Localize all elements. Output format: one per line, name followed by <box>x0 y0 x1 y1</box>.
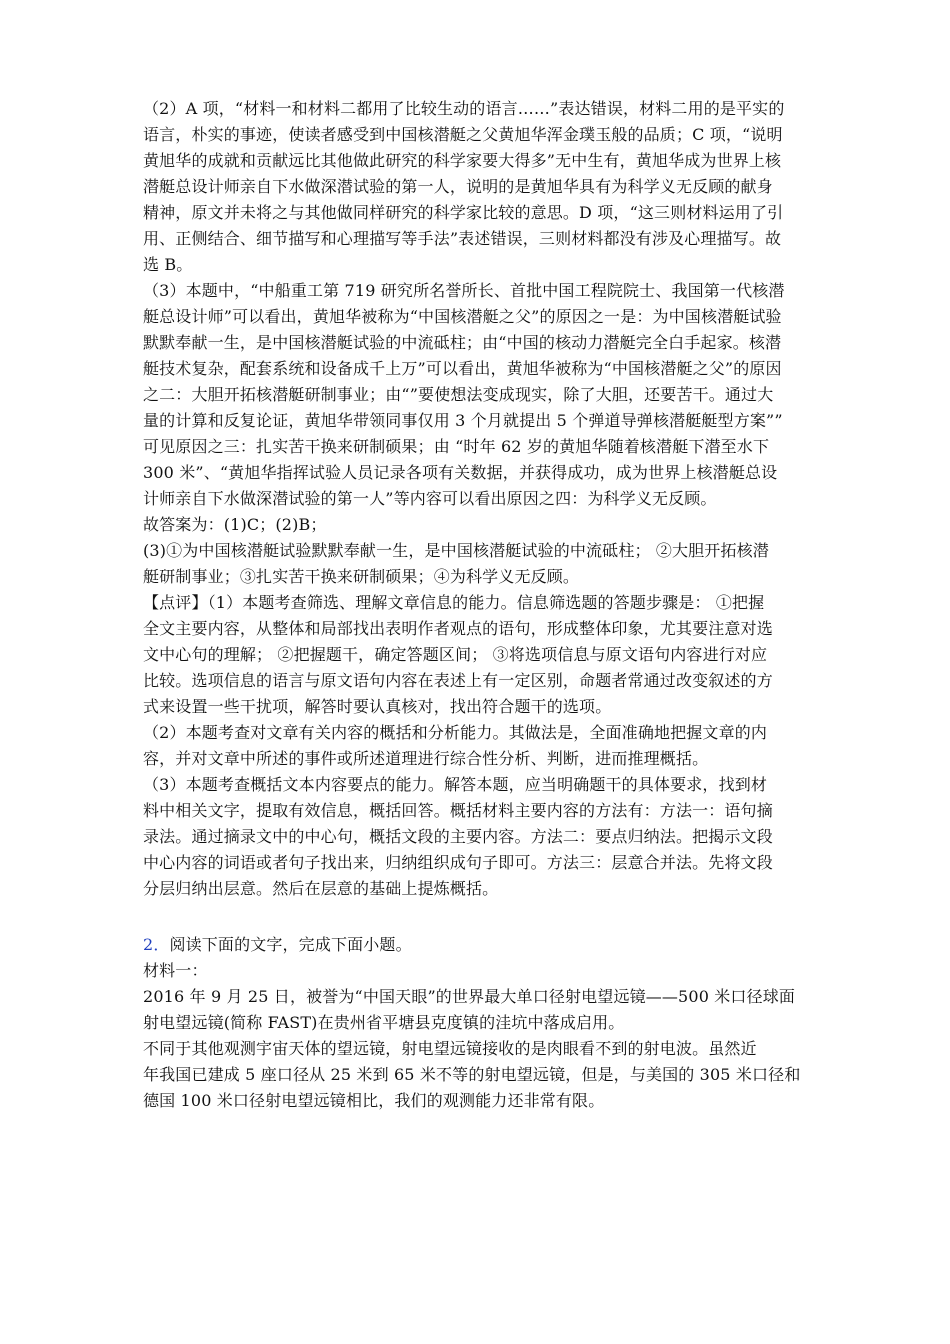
text-line: 艇技术复杂，配套系统和设备成千上万”可以看出，黄旭华被称为“中国核潜艇之父”的原因 <box>143 359 782 378</box>
text-line: 式来设置一些干扰项，解答时要认真核对，找出符合题干的选项。 <box>143 697 612 716</box>
text-line: （3）本题考查概括文本内容要点的能力。解答本题，应当明确题干的具体要求，找到材 <box>143 775 768 794</box>
text-line: 分层归纳出层意。然后在层意的基础上提炼概括。 <box>143 879 499 898</box>
text-line: 黄旭华的成就和贡献远比其他做此研究的科学家要大得多”无中生有，黄旭华成为世界上核 <box>143 151 782 170</box>
text-line: 比较。选项信息的语言与原文语句内容在表述上有一定区别，命题者常通过改变叙述的方 <box>143 671 773 690</box>
text-line: 艇研制事业；③扎实苦干换来研制硕果；④为科学义无反顾。 <box>143 567 580 586</box>
text-line: 中心内容的词语或者句子找出来，归纳组织成句子即可。方法三：层意合并法。先将文段 <box>143 853 773 872</box>
text-line: 文中心句的理解； ②把握题干，确定答题区间； ③将选项信息与原文语句内容进行对应 <box>143 645 768 664</box>
text-line: 可见原因之三：扎实苦干换来研制硕果；由 “时年 62 岁的黄旭华随着核潜艇下潜至水下 <box>143 437 770 456</box>
reading-material-block <box>143 958 813 1114</box>
text-line: 全文主要内容，从整体和局部找出表明作者观点的语句，形成整体印象，尤其要注意对选 <box>143 619 773 638</box>
text-line: 精神，原文并未将之与其他做同样研究的科学家比较的意思。D 项，“这三则材料运用了引 <box>143 203 784 222</box>
paragraph-gap <box>143 902 813 932</box>
text-line: 容，并对文章中所述的事件或所述道理进行综合性分析、判断，进而推理概括。 <box>143 749 709 768</box>
text-line: 年我国已建成 5 座口径从 25 米到 65 米不等的射电望远镜，但是，与美国的 305 米口径和 <box>143 1065 801 1084</box>
text-line: 计师亲自下水做深潜试验的第一人”等内容可以看出原因之四：为科学义无反顾。 <box>143 489 717 508</box>
question-heading <box>143 932 813 958</box>
text-line: (3)①为中国核潜艇试验默默奉献一生，是中国核潜艇试验的中流砥柱； ②大胆开拓核潜 <box>143 541 769 560</box>
answer-line: 故答案为：(1)C；(2)B； <box>143 515 327 534</box>
text-line: 300 米”、“黄旭华指挥试验人员记录各项有关数据，并获得成功，成为世界上核潜艇总设 <box>143 463 778 482</box>
question-number: 2． <box>143 935 170 954</box>
text-line: 语言，朴实的事迹，使读者感受到中国核潜艇之父黄旭华浑金璞玉般的品质；C 项，“说明 <box>143 125 783 144</box>
material-label: 材料一： <box>143 961 208 980</box>
text-line: 艇总设计师”可以看出，黄旭华被称为“中国核潜艇之父”的原因之一是：为中国核潜艇试验 <box>143 307 782 326</box>
text-line: 射电望远镜(简称 FAST)在贵州省平塘县克度镇的洼坑中落成启用。 <box>143 1013 625 1032</box>
text-line: 2016 年 9 月 25 日，被誉为“中国天眼”的世界最大单口径射电望远镜——500 米口径球面 <box>143 987 796 1006</box>
text-line: 料中相关文字，提取有效信息，概括回答。概括材料主要内容的方法有：方法一：语句摘 <box>143 801 773 820</box>
text-line: 用、正侧结合、细节描写和心理描写等手法”表述错误，三则材料都没有涉及心理描写。故 <box>143 229 782 248</box>
text-line: 默默奉献一生，是中国核潜艇试验的中流砥柱；由“中国的核动力潜艇完全白手起家。核潜 <box>143 333 782 352</box>
question-prompt: 阅读下面的文字，完成下面小题。 <box>169 935 412 954</box>
text-line: （3）本题中，“中船重工第 719 研究所名誉所长、首批中国工程院院士、我国第一代核潜 <box>143 281 785 300</box>
comment-line: 【点评】（1）本题考查筛选、理解文章信息的能力。信息筛选题的答题步骤是： ①把握 <box>143 593 765 612</box>
text-line: （2）A 项，“材料一和材料二都用了比较生动的语言……”表达错误，材料二用的是平实的 <box>143 99 785 118</box>
document-page <box>143 96 813 1114</box>
text-line: 量的计算和反复论证，黄旭华带领同事仅用 3 个月就提出 5 个弹道导弹核潜艇艇型方案”” <box>143 411 783 430</box>
text-line: 德国 100 米口径射电望远镜相比，我们的观测能力还非常有限。 <box>143 1091 605 1110</box>
answer-explanation-block <box>143 96 813 902</box>
text-line: 不同于其他观测宇宙天体的望远镜，射电望远镜接收的是肉眼看不到的射电波。虽然近 <box>143 1039 757 1058</box>
text-line: 录法。通过摘录文中的中心句，概括文段的主要内容。方法二：要点归纳法。把揭示文段 <box>143 827 773 846</box>
text-line: （2）本题考查对文章有关内容的概括和分析能力。其做法是，全面准确地把握文章的内 <box>143 723 768 742</box>
text-line: 之二：大胆开拓核潜艇研制事业；由“”要使想法变成现实，除了大胆，还要苦干。通过大 <box>143 385 774 404</box>
text-line: 潜艇总设计师亲自下水做深潜试验的第一人，说明的是黄旭华具有为科学义无反顾的献身 <box>143 177 773 196</box>
text-line: 选 B。 <box>143 255 193 274</box>
